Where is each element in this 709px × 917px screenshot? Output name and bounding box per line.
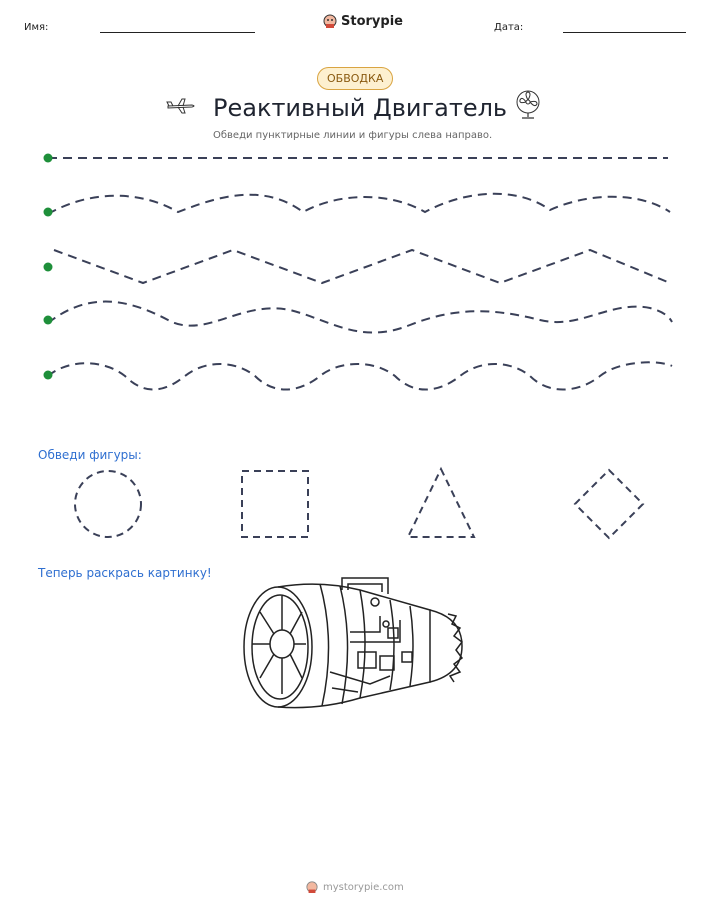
tracing-line-wave [48, 302, 672, 333]
tracing-line-curve [48, 194, 670, 214]
start-dot [44, 371, 53, 380]
coloring-section-label: Теперь раскрась картинку! [38, 566, 212, 580]
tracing-lines [0, 140, 709, 400]
triangle-icon [408, 469, 474, 537]
start-dot [44, 316, 53, 325]
category-badge: ОБВОДКА [317, 67, 393, 90]
brand-logo [323, 13, 403, 29]
footer [306, 880, 404, 894]
jet-engine-icon [240, 572, 470, 712]
date-field[interactable] [563, 32, 686, 33]
page-title: Реактивный Двигатель [213, 94, 508, 122]
name-field[interactable] [100, 32, 255, 33]
shapes-section-label: Обведи фигуры: [38, 448, 142, 462]
shapes-row [0, 460, 709, 550]
start-dot [44, 154, 53, 163]
airplane-icon [166, 96, 198, 116]
storypie-mascot-icon [306, 880, 318, 894]
fan-icon [514, 90, 542, 120]
instructions: Обведи пунктирные линии и фигуры слева направо. [213, 130, 493, 141]
square-icon [242, 471, 308, 537]
brand-name: Storypie [341, 13, 403, 29]
diamond-icon [575, 470, 643, 538]
date-label: Дата: [494, 22, 524, 33]
circle-icon [75, 471, 141, 537]
footer-site[interactable]: mystorypie.com [323, 881, 404, 893]
start-dot [44, 208, 53, 217]
name-label: Имя: [24, 22, 49, 33]
start-dot [44, 263, 53, 272]
tracing-line-wave-soft [48, 362, 672, 389]
storypie-mascot-icon [323, 13, 337, 29]
tracing-line-zigzag [54, 250, 670, 283]
